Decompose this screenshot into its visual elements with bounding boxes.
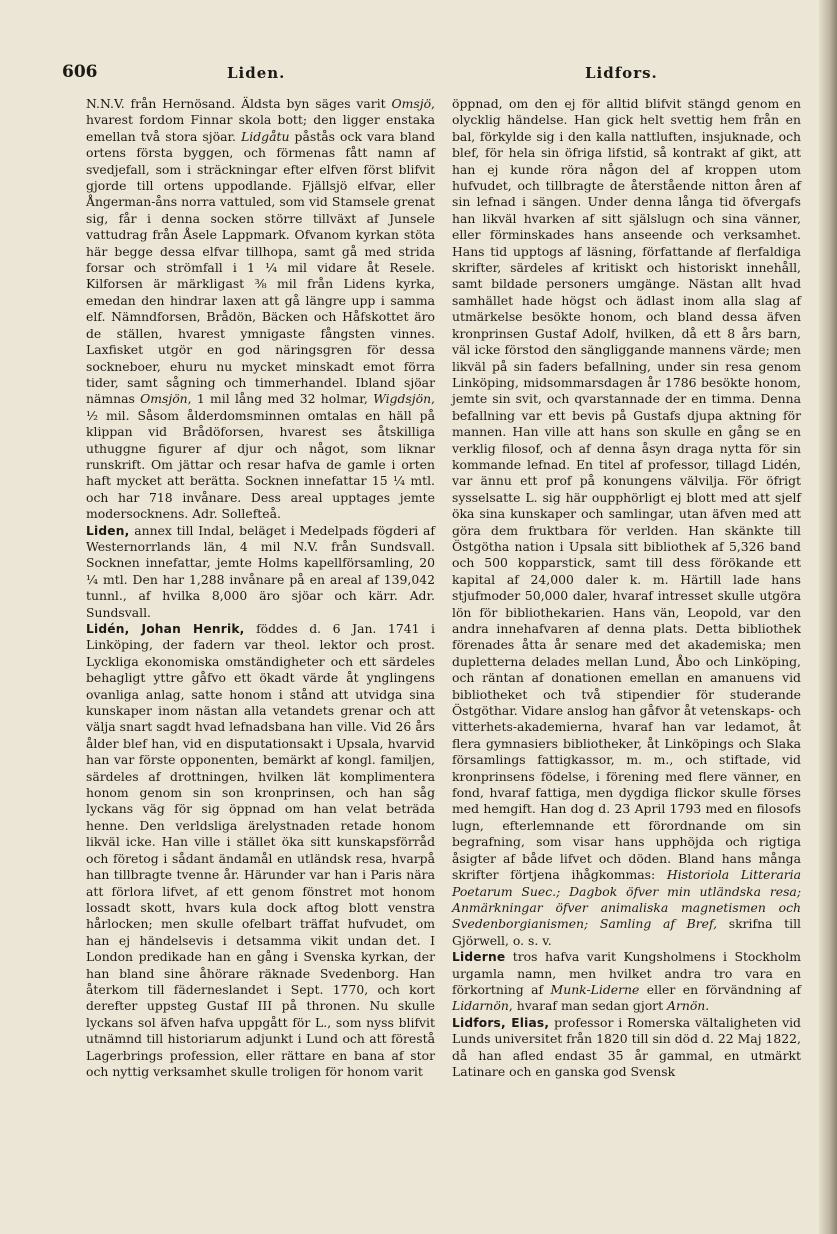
- right-column: [452, 96, 801, 1080]
- lake-name: Wigdsjön: [373, 391, 432, 407]
- place-name: Arnön.: [667, 998, 710, 1014]
- left-column: [86, 96, 435, 1080]
- entry-liden-johan-henrik: [86, 621, 435, 1080]
- place-name: Omsjö: [391, 96, 432, 111]
- place-name: Lidgåtu: [241, 128, 290, 144]
- entry-text: eller en förvändning af: [639, 981, 801, 997]
- entry-text: , hvarest fordom Finnar skola bott; den ligger enstaka emellan två stora sjöar.: [86, 96, 435, 144]
- place-name: Munk-Liderne: [550, 981, 640, 997]
- entry-headword: Lidén, Johan Henrik,: [86, 622, 245, 636]
- entry-text: annex till Indal, beläget i Medelpads fögderi af Westernorrlands län, 4 mil N.V. från Sundsvall. Socknen innefattar, jemte Holms kapellförsamling, 20 ¼ mtl. Den har 1,288 invånare på en areal af 139,042 tunnl., af hvilka 8,000 äro sjöar och kärr. Adr. Sundsvall.: [86, 522, 435, 620]
- entry-text: skrifna till Gjörwell, o. s. v.: [452, 916, 802, 948]
- entry-text: , hvaraf man sedan gjort: [508, 998, 667, 1014]
- lake-name: Omsjön: [140, 391, 188, 407]
- entry-text: påstås ock vara bland ortens första byggen, och förmenas fått namn af svedjefall, som i sträckningar efter elfven först blifvit gjorde till ortens uppodlande. Fjällsjö elfvar, eller Ångerman-åns norra vattuled, som vid Stamsele grenat sig, får i denna socken större tillväxt af Junsele vattudrag från Åsele Lappmark. Ofvanom kyrkan stöta här begge dessa elfvar tillhopa, samt gå med strida forsar och strömfall i 1 ¼ mil vidare åt Resele. Kilforsen är märkligast ⅜ mil från Lidens kyrka, emedan den hindrar laxen att gå längre upp i samma elf. Nämndforsen, Brådön, Bäcken och Håfskottet äro de ställen, hvarest ymnigaste fångsten vinnes. Laxfisket utgör en god näringsgren för dessa sockneboer, ehuru nu mycket minskadt emot förra tider, samt sågning och timmerhandel. Ibland sjöar nämnas: [86, 128, 435, 407]
- running-head-right: Lidfors.: [585, 64, 658, 82]
- entry-text: , 1 mil lång med 32 holmar,: [187, 391, 374, 407]
- entry-text: öppnad, om den ej för alltid blifvit stängd genom en olycklig händelse. Han gick helt svettig hem från en bal, förkylde sig i den kalla nattluften, insjuknade, och blef, för hela sin öfriga lifstid, så kontrakt af gikt, att han ej kunde röra någon del af kroppen utom hufvudet, och tillbragte de återstående nitton åren af sin lefnad i sängen. Under denna långa tid öfvergafs han likväl hvarken af sitt själslugn och sina vänner, eller förminskades hans anseende och verksamhet. Hans tid upptogs af läsning, författande af flerfaldiga skrifter, särdeles af kritiskt och historiskt innehåll, samt bildade personers umgänge. Nästan allt hvad samhället hade högst och ädlast inom alla slag af utmärkelse besökte honom, och bland dessa äfven kronprinsen Gustaf Adolf, hvilken, då ett 8 års barn, väl icke förstod den sängliggande mannens värde; men likväl på sin faders befallning, under sin resa genom Linköping, midsommarsdagen år 1786 besökte honom, jemte sin svit, och qvarstannade der en timma. Denna befallning var ett bevis på Gustafs djupa aktning för mannen. Han ville att hans son skulle en gång se en verklig filosof, och af denna åsyn draga nytta för sin kommande lefnad. En titel af professor, tillagd Lidén, var ännu ett prof på konungens välvilja. För öfrigt sysselsatte L. sig här oupphörligt ej blott med att sjelf öka sina kunskaper och samlingar, utan äfven med att göra dem fruktbara för verlden. Han skänkte till Östgötha nation i Upsala sitt bibliothek af 5,326 band och 500 kopparstick, samt till dess förökande ett kapital af 24,000 daler k. m. Härtill lade hans stjufmoder 50,000 daler, hvaraf intresset skulle utgöra lön för bibliothekarien. Hans vän, Leopold, var den andra innehafvaren af denna plats. Detta bibliothek förenades åtta år senare med det akademiska; men dupletterna delades mellan Lund, Åbo och Linköping, och räntan af donationen emellan en amanuens vid bibliotheket och två stipendier för studerande Östgöthar. Vidare anslog han gåfvor åt vetenskaps- och vitterhets-akademierna, hvaraf han var ledamot, åt flera gymnasiers bibliotheker, åt Linköpings och Slaka församlings fattigkassor, m. m., och stiftade, vid kronprinsens födelse, i förening med flere vänner, en fond, hvaraf fattiga, men dygdiga flickor skulle förses med hemgift. Han dog d. 23 April 1793 med en filosofs lugn, efterlemnande ett förordnande om sin begrafning, som visar hans upphöjda och rigtiga åsigter af både lifvet och döden. Bland hans många skrifter förtjena ihågkommas:: [452, 96, 801, 883]
- entry-liden-johan-henrik-continued: [452, 96, 801, 949]
- entry-liderne: [452, 949, 801, 1015]
- entry-liden-annex: [86, 523, 435, 621]
- entry-headword: Liderne: [452, 950, 506, 965]
- running-head-left: Liden.: [227, 64, 286, 82]
- entry-text: tros hafva varit Kungsholmens i Stockholm urgamla namn, men hvilket andra tro vara en förkortning af: [452, 949, 801, 997]
- place-name: Lidarnön: [452, 998, 509, 1014]
- entry-lidfors-elias: [452, 1015, 801, 1081]
- works-list: Historiola Litteraria Poetarum Suec.; Dagbok öfver min utländska resa; Anmärkningar öfver animaliska magnetismen och Svedenborgianismen; Samling af Bref,: [452, 867, 801, 932]
- entry-text: , ½ mil. Såsom ålderdomsminnen omtalas en häll på klippan vid Brådöforsen, hvarest ses åtskilliga uthuggne figurer af djur och något, som liknar runskrift. Om jättar och resar hafva de gamle i orten haft mycket att berätta. Socknen innefattar 15 ¼ mtl. och har 718 invånare. Dess areal upptages jemte modersocknens. Adr. Sollefteå.: [86, 391, 435, 522]
- entry-text: N.N.V. från Hernösand. Äldsta byn säges varit: [86, 96, 392, 111]
- entry-text: föddes d. 6 Jan. 1741 i Linköping, der fadern var theol. lektor och prost. Lyckliga ekonomiska omständigheter och ett särdeles behagligt yttre gåfvo ett ökadt värde åt ynglingens ovanliga anlag, satte honom i stånd att utvidga sina kunskaper inom nästan alla vetandets grenar och att välja snart sagdt hvad lefnadsbana han ville. Vid 26 års ålder blef han, vid en disputationsakt i Upsala, hvarvid han var förste opponenten, bemärkt af kongl. familjen, särdeles af drottningen, hvilken lät komplimentera honom genom sin son kronprinsen, och han såg lyckans väg för sig öppnad om han velat beträda henne. Den verldsliga ärelystnaden retade honom likväl icke. Han ville i stället öka sitt kunskapsförråd och företog i sådant ändamål en utländsk resa, hvarpå han tillbragte tvenne år. Härunder var han i Paris nära att förlora lifvet, af ett genom fönstret mot honom lossadt skott, hvars kula dock aftog blott venstra hårlocken; men skulle ofelbart träffat hufvudet, om han ej händelsevis i detsamma vikit undan det. I London predikade han en gång i Svenska kyrkan, der han bland sine åhörare räknade Svedenborg. Han återkom till fäderneslandet i Sept. 1770, och kort derefter uppsteg Gustaf III på thronen. Nu skulle lyckans sol äfven hafva uppgått för L., som nyss blifvit utnämnd till historiarum adjunkt i Lund och att förestå Lagerbrings profession, eller rättare en bana af stor och nyttig verksamhet skulle troligen för honom varit: [86, 621, 435, 1079]
- entry-headword: Lidfors, Elias,: [452, 1015, 550, 1030]
- entry-headword: Liden,: [86, 523, 130, 538]
- page-edge-shadow: [819, 0, 837, 1234]
- page-header: [62, 62, 799, 86]
- page-number: 606: [62, 62, 98, 82]
- entry-liden-parish-continued: [86, 96, 435, 523]
- entry-text: professor i Romerska vältaligheten vid Lunds universitet från 1820 till sin död d. 22 Maj 1822, då han afled endast 35 år gammal, en utmärkt Latinare och en ganska god Svensk: [452, 1014, 801, 1079]
